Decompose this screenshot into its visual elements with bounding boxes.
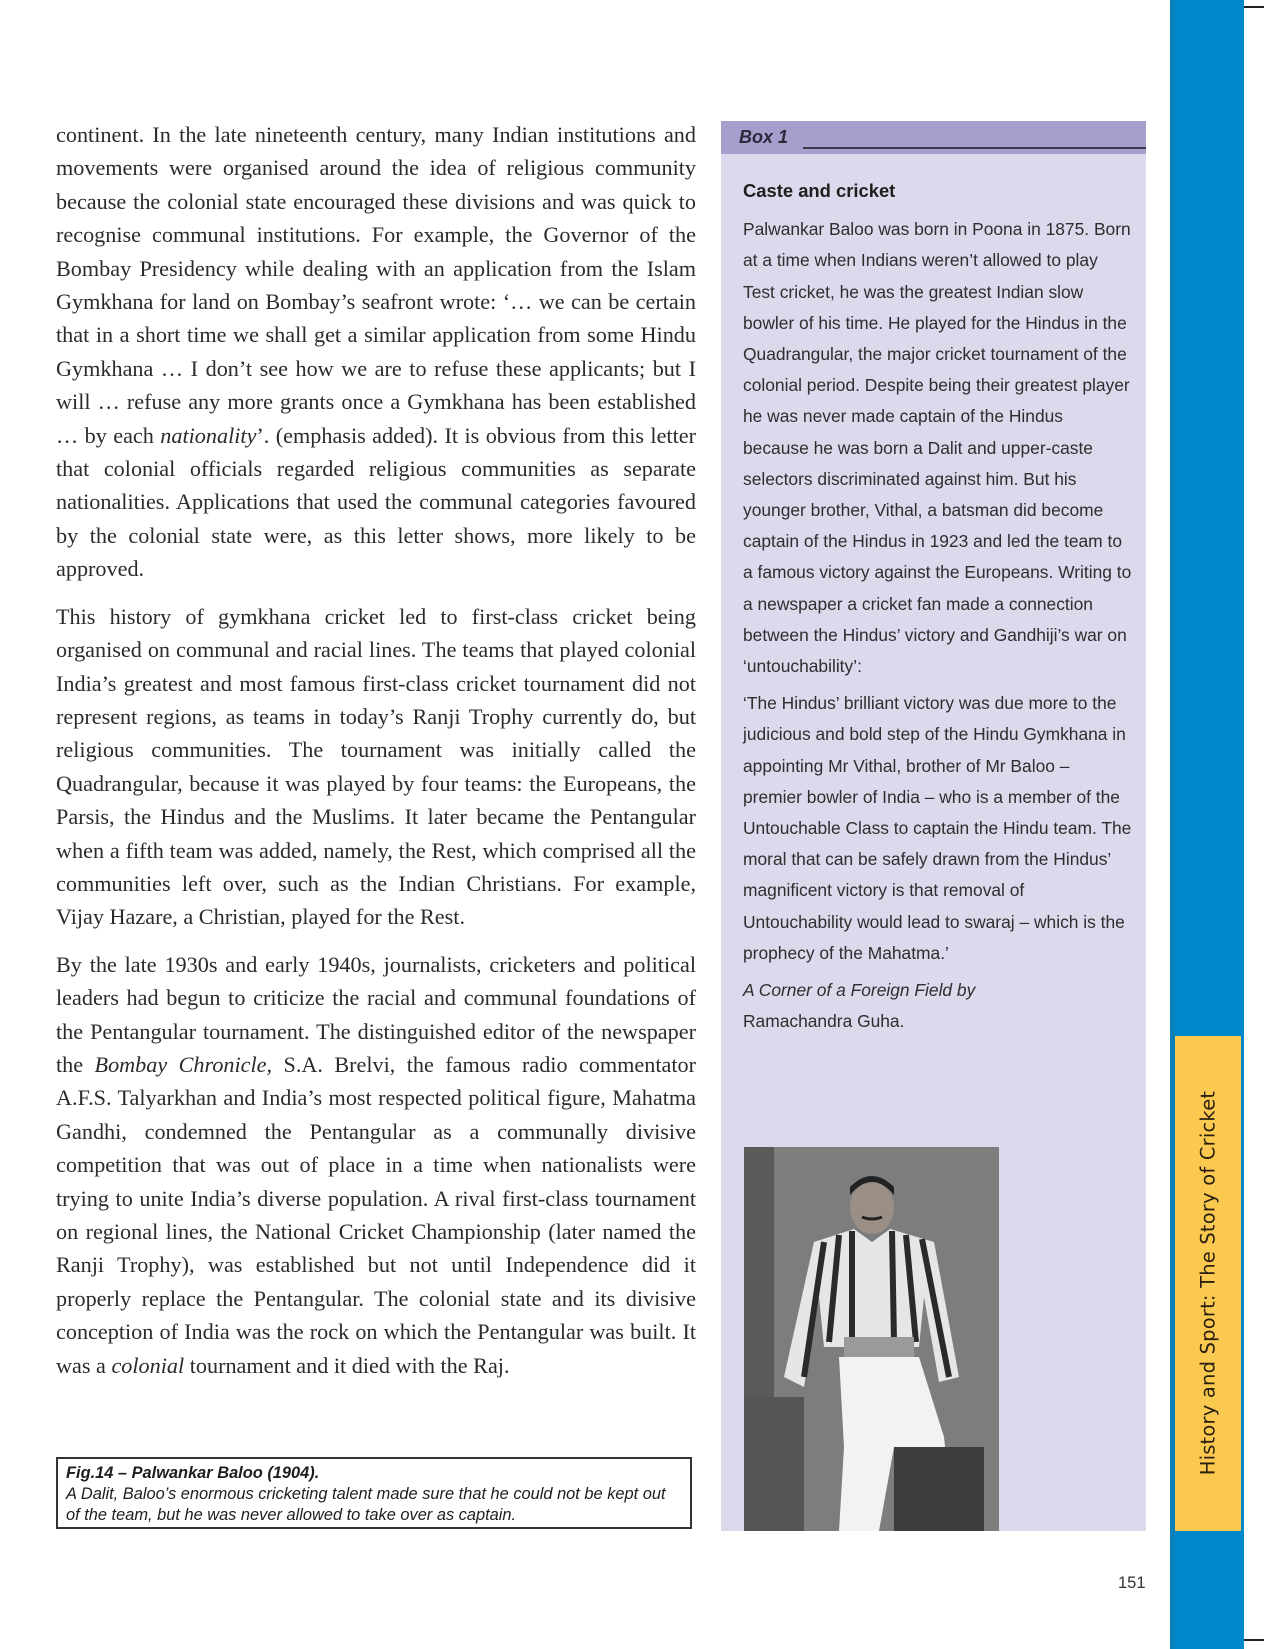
box-source (743, 975, 1133, 1037)
crop-mark-top (1244, 6, 1264, 8)
crop-mark-bottom (1244, 1639, 1264, 1641)
box-paragraph-1: Palwankar Baloo was born in Poona in 1875. Born at a time when Indians weren’t allowed to play Test cricket, he was the greatest Indian slow bowler of his time. He played for the Hindus in the Quadrangular, the major cricket tournament of the colonial period. Despite being their greatest player he was never made captain of the Hindus because he was born a Dalit and upper-caste selectors discriminated against him. But his younger brother, Vithal, a batsman did become captain of the Hindus in 1923 and led the team to a famous victory against the Europeans. Writing to a newspaper a cricket fan made a connection between the Hindus’ victory and Gandhiji’s war on ‘untouchability’: (743, 219, 1132, 677)
source-author: Ramachandra Guha. (743, 1011, 905, 1032)
figure-title: Fig.14 – Palwankar Baloo (1904). (66, 1464, 320, 1482)
source-title: A Corner of a Foreign Field by (743, 980, 976, 1001)
box-title: Caste and cricket (743, 180, 896, 201)
paragraph-2: This history of gymkhana cricket led to first-class cricket being organised on communal and racial lines. The teams that played colonial India’s greatest and most famous first-class cricket tournament did not represent regions, as teams in today’s Ranji Trophy currently do, but religious communities. The tournament was initially called the Quadrangular, because it was played by four teams: the Europeans, the Parsis, the Hindus and the Muslims. It later became the Pentangular when a fifth team was added, namely, the Rest, which comprised all the communities left over, such as the Indian Christians. For example, Vijay Hazare, a Christian, played for the Rest. (56, 603, 696, 930)
emphasis-colonial: colonial (111, 1352, 185, 1378)
page-number: 151 (1118, 1574, 1146, 1592)
paragraph-1: continent. In the late nineteenth century, many Indian institutions and movements were organised around the idea of religious community because the colonial state encouraged these divisions and was quick to recognise communal institutions. For example, the Governor of the Bombay Presidency while dealing with an application from the Islam Gymkhana for land on Bombay’s seafront wrote: ‘… we can be certain that in a short time we shall get a similar application from some Hindu Gymkhana … I don’t see how we are to refuse these applicants; but I will … refuse any more grants once a Gymkhana has been established … by each nationality’. (emphasis added). It is obvious from this letter that colonial officials regarded religious communities as separate nationalities. Applications that used the communal categories favoured by the colonial state were, as this letter shows, more likely to be approved. (56, 122, 696, 582)
box-header (721, 121, 1146, 154)
portrait-illustration-icon (744, 1147, 999, 1531)
box-1-sidebar (721, 121, 1146, 1531)
box-body (743, 175, 1133, 1037)
box-quote: ‘The Hindus’ brilliant victory was due more to the judicious and bold step of the Hindu Gymkhana in appointing Mr Vithal, brother of Mr Baloo – premier bowler of India – who is a member of the Untouchable Class to captain the Hindu team. The moral that can be safely drawn from the Hindus’ magnificent victory is that removal of Untouchability would lead to swaraj – which is the prophecy of the Mahatma.’ (743, 693, 1132, 963)
photo-palwankar-baloo (744, 1147, 999, 1531)
paragraph-3: By the late 1930s and early 1940s, journalists, cricketers and political leaders had begun to criticize the racial and communal foundations of the Pentangular tournament. The distinguished editor of the newspaper the Bombay Chronicle, S.A. Brelvi, the famous radio commentator A.F.S. Talyarkhan and India’s most respected political figure, Mahatma Gandhi, condemned the Pentangular as a communally divisive competition that was out of place in a time when nationalists were trying to unite India’s diverse population. A rival first-class tournament on regional lines, the National Cricket Championship (later named the Ranji Trophy), was established but not until Independence did it properly replace the Pentangular. The colonial state and its divisive conception of India was the rock on which the Pentangular was built. It was a colonial tournament and it died with the Raj. (56, 951, 697, 1378)
figure-description: A Dalit, Baloo’s enormous cricketing talent made sure that he could not be kept out of the team, but he was never allowed to take over as captain. (66, 1485, 666, 1524)
box-label: Box 1 (739, 127, 789, 147)
box-header-rule (803, 147, 1146, 149)
figure-caption (56, 1457, 692, 1529)
chapter-title: History and Sport: The Story of Cricket (1196, 1090, 1220, 1476)
main-text-column (56, 118, 696, 1396)
emphasis-nationality: nationality (160, 422, 257, 448)
newspaper-title: Bombay Chronicle, (94, 1051, 273, 1077)
